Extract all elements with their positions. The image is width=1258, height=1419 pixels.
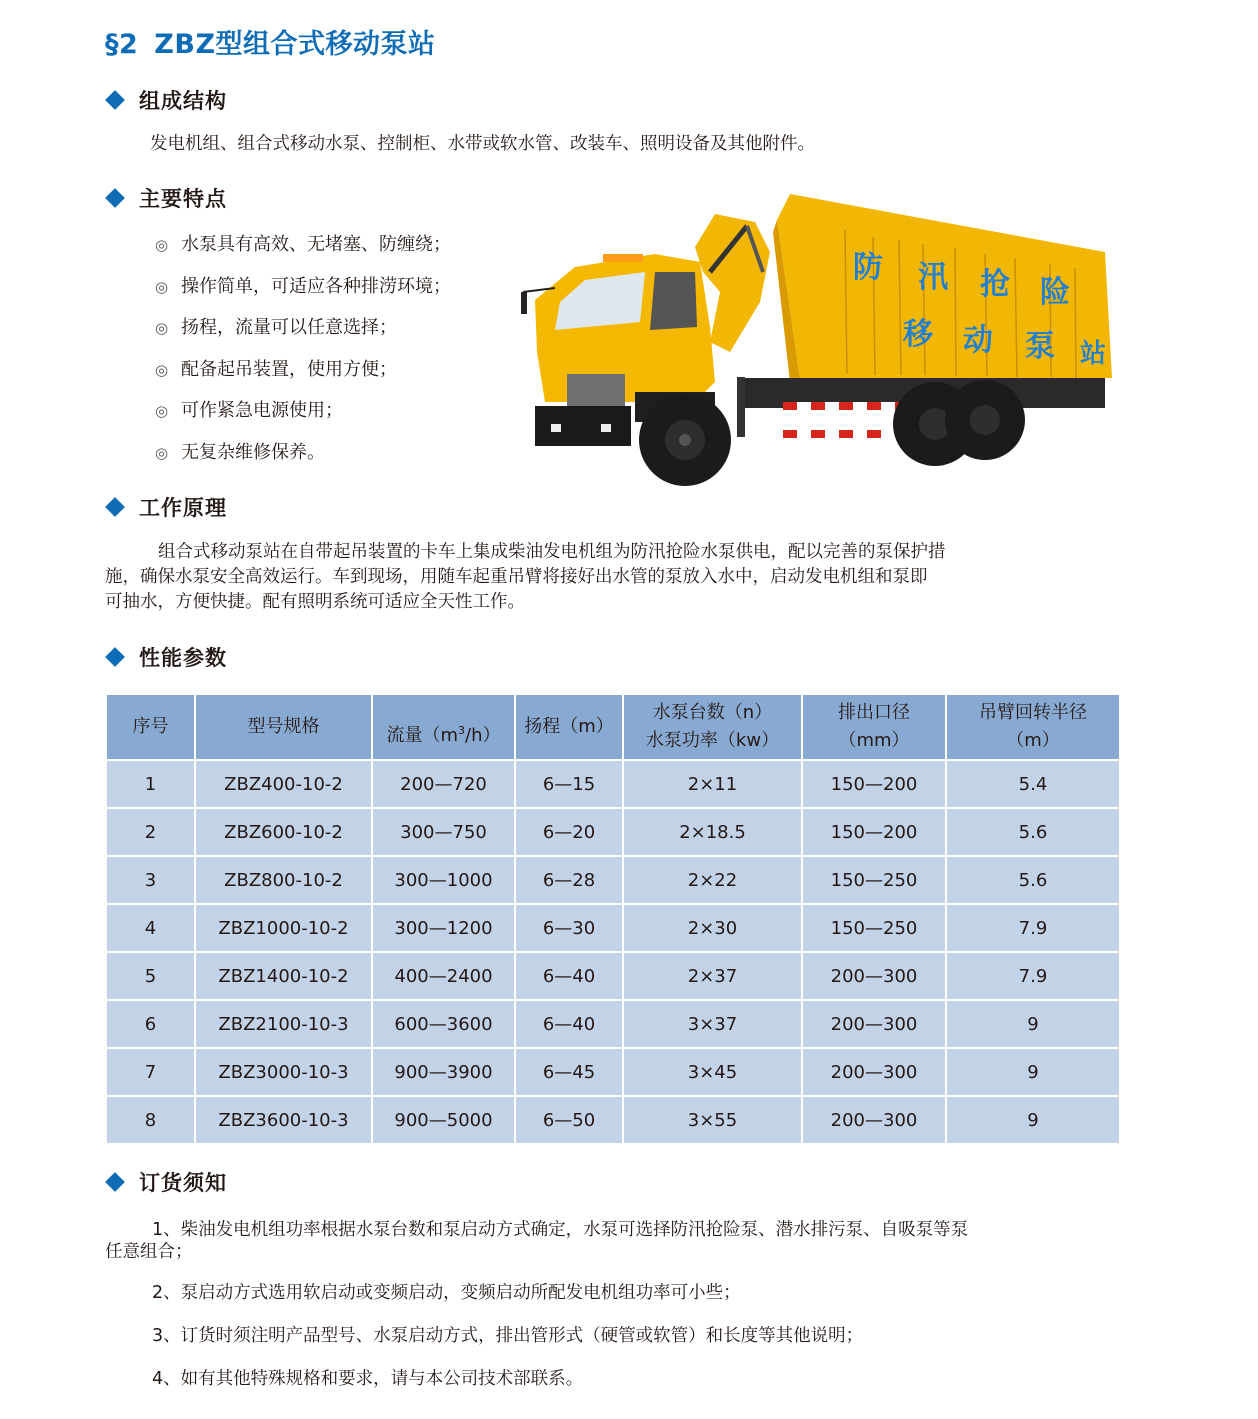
cell-model: ZBZ3600-10-3 (195, 1096, 372, 1144)
heading-label: 订货须知 (139, 1171, 227, 1195)
cell-head: 6—15 (515, 760, 623, 808)
cell-radius: 5.6 (946, 808, 1120, 856)
cell-index: 2 (106, 808, 195, 856)
cell-outlet: 150—200 (802, 808, 946, 856)
cell-model: ZBZ1000-10-2 (195, 904, 372, 952)
diamond-bullet-icon (105, 188, 125, 208)
principle-line: 可抽水，方便快捷。配有照明系统可适应全天性工作。 (105, 592, 525, 612)
cell-pumps: 3×55 (623, 1096, 802, 1144)
diamond-bullet-icon (105, 647, 125, 667)
feature-text: 扬程，流量可以任意选择； (181, 317, 397, 339)
table-row (106, 760, 1120, 808)
cell-radius: 9 (946, 1048, 1120, 1096)
table-row (106, 1096, 1120, 1144)
cell-pumps: 2×37 (623, 952, 802, 1000)
cell-pumps: 2×18.5 (623, 808, 802, 856)
cell-flow: 900—5000 (372, 1096, 515, 1144)
cell-radius: 5.4 (946, 760, 1120, 808)
section-heading-ordering (105, 1167, 227, 1197)
cell-outlet: 200—300 (802, 952, 946, 1000)
heading-label: 主要特点 (139, 187, 227, 211)
cell-flow: 300—1200 (372, 904, 515, 952)
performance-table (105, 693, 1121, 1145)
ordering-item-1: 1、柴油发电机组功率根据水泵台数和泵启动方式确定，水泵可选择防汛抢险泵、潜水排污泵、自吸泵等泵 (152, 1220, 969, 1240)
cell-outlet: 150—250 (802, 856, 946, 904)
table-row (106, 1000, 1120, 1048)
cell-pumps: 2×22 (623, 856, 802, 904)
cell-index: 1 (106, 760, 195, 808)
cell-head: 6—28 (515, 856, 623, 904)
heading-label: 工作原理 (139, 496, 227, 520)
cell-flow: 400—2400 (372, 952, 515, 1000)
ordering-item-4: 4、如有其他特殊规格和要求，请与本公司技术部联系。 (152, 1369, 584, 1389)
cell-radius: 9 (946, 1000, 1120, 1048)
cell-index: 5 (106, 952, 195, 1000)
cell-radius: 5.6 (946, 856, 1120, 904)
section-heading-features (105, 183, 227, 213)
double-circle-icon: ◎ (155, 360, 169, 379)
feature-item (155, 438, 451, 480)
feature-item (155, 230, 451, 272)
cell-pumps: 2×30 (623, 904, 802, 952)
cell-pumps: 3×45 (623, 1048, 802, 1096)
cell-index: 7 (106, 1048, 195, 1096)
table-row (106, 856, 1120, 904)
double-circle-icon: ◎ (155, 319, 169, 338)
cell-index: 3 (106, 856, 195, 904)
section-number: §2 (105, 29, 139, 60)
cell-model: ZBZ3000-10-3 (195, 1048, 372, 1096)
truck-text-line1: 防 (853, 250, 883, 285)
ordering-item-1-cont: 任意组合； (105, 1242, 193, 1262)
table-header-row (106, 694, 1120, 760)
svg-text:汛: 汛 (918, 260, 948, 295)
table-row (106, 1048, 1120, 1096)
feature-item (155, 272, 451, 314)
cell-model: ZBZ600-10-2 (195, 808, 372, 856)
cell-head: 6—20 (515, 808, 623, 856)
feature-text: 配备起吊装置，使用方便； (181, 358, 397, 380)
ordering-item-3: 3、订货时须注明产品型号、水泵启动方式，排出管形式（硬管或软管）和长度等其他说明； (152, 1326, 864, 1346)
cell-outlet: 200—300 (802, 1000, 946, 1048)
feature-text: 可作紧急电源使用； (181, 400, 343, 422)
cell-head: 6—40 (515, 1000, 623, 1048)
col-header-pump-count-power: 水泵台数（n） 水泵功率（kw） (623, 694, 802, 760)
cell-model: ZBZ400-10-2 (195, 760, 372, 808)
ordering-item-2: 2、泵启动方式选用软启动或变频启动，变频启动所配发电机组功率可小些； (152, 1283, 741, 1303)
principle-line: 组合式移动泵站在自带起吊装置的卡车上集成柴油发电机组为防汛抢险水泵供电，配以完善的泵保护措 (158, 542, 946, 562)
feature-item (155, 355, 451, 397)
cell-head: 6—45 (515, 1048, 623, 1096)
cell-flow: 300—750 (372, 808, 515, 856)
cell-index: 4 (106, 904, 195, 952)
cell-index: 8 (106, 1096, 195, 1144)
section-heading-performance (105, 642, 227, 672)
col-header-flow: 流量$(m^3/h)$ (372, 694, 515, 760)
cell-model: ZBZ1400-10-2 (195, 952, 372, 1000)
cell-pumps: 3×37 (623, 1000, 802, 1048)
svg-text:泵: 泵 (1025, 329, 1055, 364)
section-heading-structure (105, 85, 227, 115)
svg-text:抢: 抢 (980, 267, 1010, 302)
heading-label: 组成结构 (139, 89, 227, 113)
cell-outlet: 200—300 (802, 1096, 946, 1144)
table-row (106, 904, 1120, 952)
section-heading-principle (105, 492, 227, 522)
col-header-outlet-diameter: 排出口径 （mm） (802, 694, 946, 760)
col-header-model: 型号规格 (195, 694, 372, 760)
col-header-index: 序号 (106, 694, 195, 760)
table-row (106, 952, 1120, 1000)
cell-flow: 900—3900 (372, 1048, 515, 1096)
diamond-bullet-icon (105, 1172, 125, 1192)
cell-head: 6—40 (515, 952, 623, 1000)
double-circle-icon: ◎ (155, 277, 169, 296)
cell-index: 6 (106, 1000, 195, 1048)
cell-head: 6—30 (515, 904, 623, 952)
feature-text: 水泵具有高效、无堵塞、防缠绕； (181, 234, 451, 255)
feature-text: 操作简单，可适应各种排涝环境； (181, 275, 451, 297)
diamond-bullet-icon (105, 90, 125, 110)
cell-flow: 200—720 (372, 760, 515, 808)
cell-flow: 300—1000 (372, 856, 515, 904)
cell-outlet: 150—250 (802, 904, 946, 952)
double-circle-icon: ◎ (155, 236, 169, 254)
feature-item (155, 396, 451, 438)
diamond-bullet-icon (105, 497, 125, 517)
feature-list (155, 230, 451, 480)
truck-text-line2: 移 (903, 317, 933, 352)
title-text: ZBZ型组合式移动泵站 (154, 29, 436, 60)
col-header-crane-radius: 吊臂回转半径 （m） (946, 694, 1120, 760)
cell-flow: 600—3600 (372, 1000, 515, 1048)
svg-text:险: 险 (1040, 275, 1070, 310)
svg-text:站: 站 (1080, 339, 1107, 369)
cell-radius: 7.9 (946, 952, 1120, 1000)
feature-item (155, 313, 451, 355)
table-row (106, 808, 1120, 856)
cell-outlet: 150—200 (802, 760, 946, 808)
heading-label: 性能参数 (139, 646, 227, 670)
svg-text:动: 动 (963, 323, 993, 358)
page-title (105, 22, 436, 61)
double-circle-icon: ◎ (155, 443, 169, 462)
cell-head: 6—50 (515, 1096, 623, 1144)
cell-radius: 9 (946, 1096, 1120, 1144)
structure-text: 发电机组、组合式移动水泵、控制柜、水带或软水管、改装车、照明设备及其他附件。 (150, 134, 815, 154)
cell-pumps: 2×11 (623, 760, 802, 808)
col-header-head: 扬程（m） (515, 694, 623, 760)
cell-model: ZBZ2100-10-3 (195, 1000, 372, 1048)
cell-model: ZBZ800-10-2 (195, 856, 372, 904)
cell-outlet: 200—300 (802, 1048, 946, 1096)
principle-line: 施，确保水泵安全高效运行。车到现场，用随车起重吊臂将接好出水管的泵放入水中，启动发电机组和泵即 (105, 567, 928, 587)
double-circle-icon: ◎ (155, 402, 169, 421)
cell-radius: 7.9 (946, 904, 1120, 952)
feature-text: 无复杂维修保养。 (181, 441, 325, 463)
mobile-pump-truck-image (515, 192, 1115, 497)
